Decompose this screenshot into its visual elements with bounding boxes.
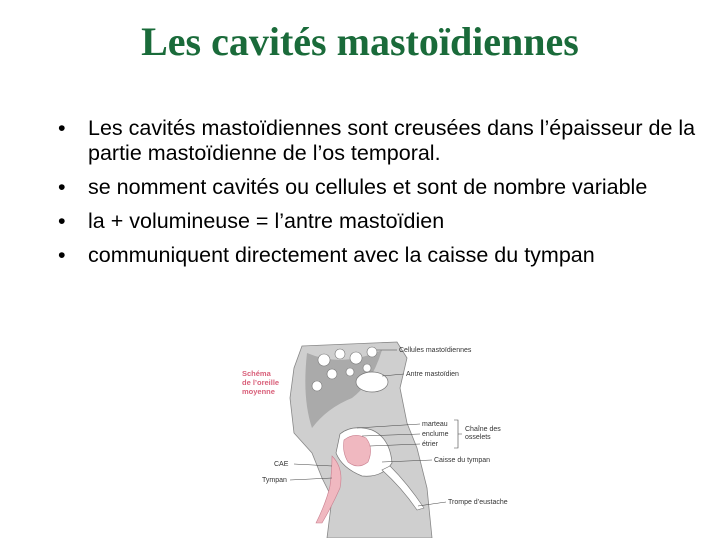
ossicles-pink bbox=[344, 435, 371, 466]
label-trompe-eustache: Trompe d’eustache bbox=[448, 499, 508, 506]
label-chaine-line2: osselets bbox=[465, 434, 491, 441]
bullet-symbol: • bbox=[58, 243, 66, 267]
label-tympan: Tympan bbox=[262, 477, 287, 484]
middle-ear-diagram bbox=[232, 338, 522, 538]
label-cae: CAE bbox=[274, 461, 289, 468]
label-cellules-mastoidiennes: Cellules mastoïdiennes bbox=[399, 347, 472, 354]
bullet-symbol: • bbox=[58, 116, 66, 140]
bullet-item bbox=[58, 243, 698, 268]
label-marteau: marteau bbox=[422, 421, 448, 428]
slide-title: Les cavités mastoïdiennes bbox=[141, 19, 579, 64]
bullet-list bbox=[58, 116, 698, 277]
label-caisse-du-tympan: Caisse du tympan bbox=[434, 457, 491, 464]
diagram-caption-line: de l’oreille bbox=[242, 378, 280, 387]
bullet-symbol: • bbox=[58, 209, 66, 233]
bullet-symbol: • bbox=[58, 175, 66, 199]
label-enclume: enclume bbox=[422, 431, 449, 438]
chain-bracket bbox=[454, 420, 462, 448]
bullet-text: se nomment cavités ou cellules et sont de nombre variable bbox=[88, 175, 648, 199]
bullet-item bbox=[58, 209, 698, 234]
middle-ear-illustration bbox=[232, 338, 522, 538]
label-etrier: étrier bbox=[422, 441, 438, 448]
diagram-caption-line: Schéma bbox=[242, 369, 271, 378]
antre-cavity bbox=[356, 372, 388, 392]
bullet-text: la + volumineuse = l’antre mastoïdien bbox=[88, 209, 445, 233]
label-chaine-line1: Chaîne des bbox=[465, 426, 501, 433]
bullet-text: Les cavités mastoïdiennes sont creusées dans l’épaisseur de la partie mastoïdienne de l’os temporal. bbox=[88, 116, 696, 165]
bullet-item bbox=[58, 116, 698, 166]
diagram-caption-line: moyenne bbox=[242, 387, 275, 396]
label-antre-mastoidien: Antre mastoïdien bbox=[406, 371, 459, 378]
bullet-item bbox=[58, 175, 698, 200]
bullet-text: communiquent directement avec la caisse du tympan bbox=[88, 243, 595, 267]
